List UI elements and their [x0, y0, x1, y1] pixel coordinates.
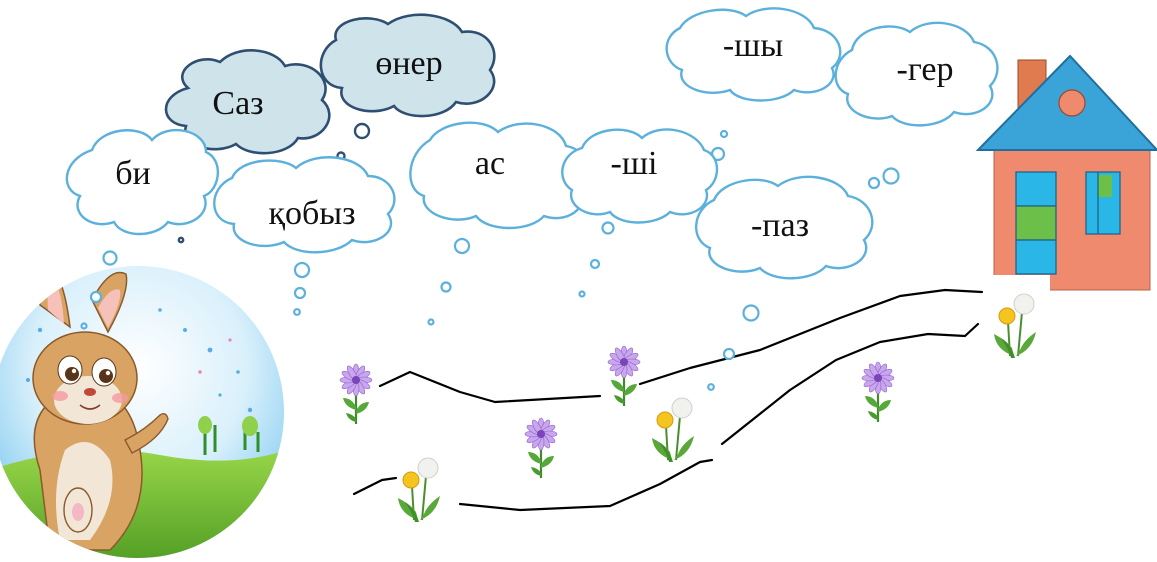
house-door: [1016, 172, 1056, 274]
word-shi: -ші: [610, 145, 658, 182]
word-shy: -шы: [722, 27, 784, 64]
round-window: [1059, 90, 1085, 116]
house-illustration: [978, 56, 1157, 290]
word-ger: -гер: [896, 51, 954, 88]
rabbit-illustration: [0, 260, 300, 562]
word-oner: өнер: [375, 45, 443, 82]
cloud-shy[interactable]: [667, 8, 841, 100]
cloud-shi[interactable]: [562, 129, 717, 222]
dandelion-flower: [652, 398, 694, 462]
aster-flower: [862, 362, 894, 422]
house-window: [1086, 172, 1120, 234]
word-as: ас: [474, 145, 506, 182]
word-paz: -паз: [750, 207, 810, 244]
cloud-paz[interactable]: [696, 177, 872, 278]
cloud-qobyz[interactable]: [214, 157, 394, 252]
word-bi: би: [115, 155, 151, 192]
cloud-ger[interactable]: [836, 23, 998, 126]
aster-flower: [608, 346, 640, 406]
aster-flower: [340, 364, 372, 424]
path-lines: [354, 290, 982, 510]
aster-flower: [525, 418, 557, 478]
cloud-bi[interactable]: [67, 130, 218, 234]
word-saz: Саз: [212, 85, 264, 122]
dandelion-flower: [398, 458, 440, 522]
cloud-oner[interactable]: [321, 15, 494, 116]
flowers: [340, 275, 1050, 522]
word-qobyz: қобыз: [268, 195, 356, 232]
